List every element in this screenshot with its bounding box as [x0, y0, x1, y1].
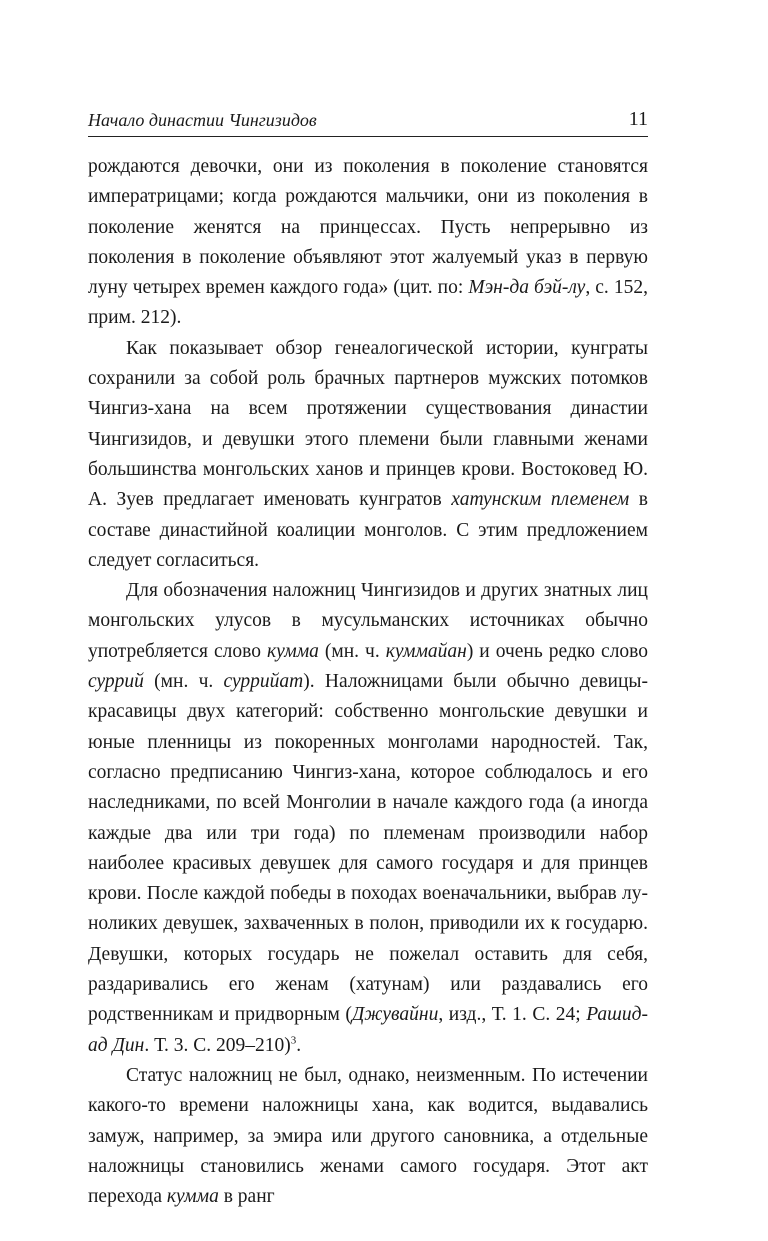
body-text — [88, 152, 648, 1212]
text-run: . Т. 3. С. 209–210) — [144, 1034, 291, 1056]
italic-term: Рашид-ад Дин — [88, 1004, 649, 1056]
paragraph — [88, 334, 648, 576]
page-number: 11 — [628, 108, 648, 130]
text-run: Как показывает обзор генеалогической истории, кунграты сохранили за собой роль брачных партнеров мужских потомков Чингиз-хана на всем протяжении существования династии Чингизидов, и девушки этого племени были главными женами большинства монгольских ханов и принцев крови. Востоковед Ю. А. Зуев предлагает именовать кунгратов — [88, 337, 648, 511]
text-run: , с. 152, прим. 212). — [88, 277, 648, 329]
running-title: Начало династии Чингизидов — [88, 110, 317, 130]
page-header — [88, 104, 648, 137]
footnote-ref: 3 — [290, 1034, 297, 1047]
text-run: , изд., Т. 1. С. 24; — [438, 1004, 587, 1026]
text-run: . — [296, 1034, 302, 1056]
paragraph — [88, 1061, 648, 1212]
text-run: (мн. ч. — [143, 671, 224, 693]
paragraph — [88, 152, 648, 334]
italic-term: Мэн-да бэй-лу — [468, 277, 586, 299]
italic-term: суррий — [88, 671, 144, 693]
text-run: ). Наложницами были обычно девицы-красавицы двух категорий: собственно монгольские девушки и юные пленницы из покоренных монголами народностей. Так, согласно предписанию Чингиз-хана, которое соблюдалось и его наследниками, по всей Монголии в начале каждого года (а иногда каждые два или три года) по племенам производили набор наиболее красивых девушек для самого государя и для принцев крови. После каждой победы в походах военачальники, выбрав луноликих девушек, захваченных в полон, приводили их к государю. Девушки, которых государь не пожелал оставить для себя, раздаривались его женам (хатунам) или раздавались его родственникам и придворным ( — [88, 671, 648, 1026]
text-run: Статус наложниц не был, однако, неизменным. По истечении какого-то времени наложницы хана, как водится, выдавались замуж, например, за эмира или другого сановника, а отдельные наложницы становились женами самого государя. Этот акт перехода — [88, 1064, 648, 1208]
italic-term: кумма — [166, 1186, 219, 1208]
italic-term: суррийат — [223, 671, 304, 693]
italic-term: куммайан — [385, 640, 467, 662]
text-run: (мн. ч. — [318, 640, 386, 662]
text-run: в ранг — [218, 1186, 275, 1208]
text-run: в составе династийной коалиции монголов. С этим предложением следует согласиться. — [88, 489, 648, 571]
paragraph — [88, 576, 648, 1061]
text-run: ) и очень редко слово — [466, 640, 648, 662]
italic-term: Джувайни — [351, 1004, 439, 1026]
text-run: Для обозначения наложниц Чингизидов и других знатных лиц монгольских улусов в мусульманских источниках обычно употребляется слово — [88, 580, 648, 662]
text-run: рождаются девочки, они из поколения в поколение становятся императрицами; когда рождаются мальчики, они из поколения в поколение женятся на принцессах. Пусть непрерывно из поколения в поколение объявляют этот жалуемый указ в первую луну четырех времен каждого года» (цит. по: — [88, 156, 648, 299]
italic-term: кумма — [266, 640, 319, 662]
italic-term: хатунским племенем — [451, 489, 630, 511]
